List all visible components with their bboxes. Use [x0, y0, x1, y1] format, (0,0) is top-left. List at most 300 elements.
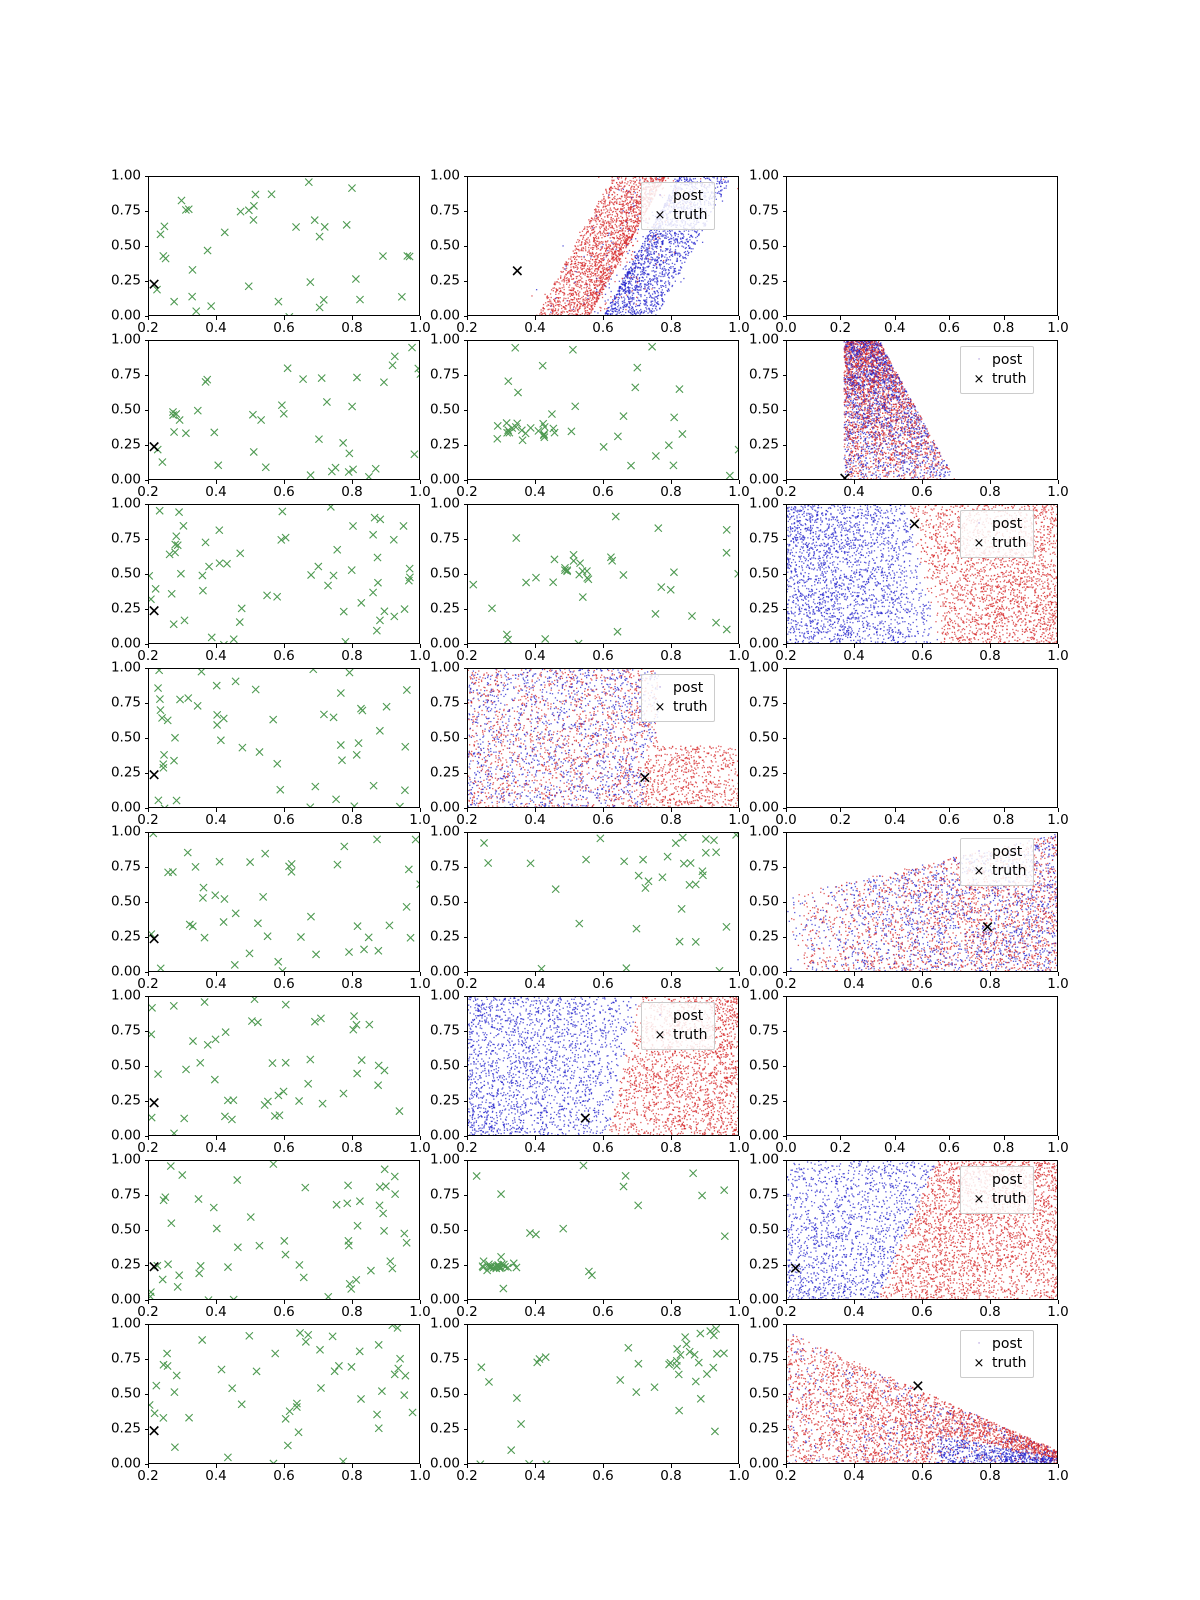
x-tick-mark [922, 972, 923, 976]
scatter-plot-area[interactable] [468, 833, 739, 972]
plot-panel-r6-c0[interactable] [148, 1160, 420, 1300]
x-tick-label: 0.6 [592, 1468, 614, 1484]
y-tick-mark [783, 1101, 787, 1102]
x-tick-mark [467, 316, 468, 320]
x-tick-mark [895, 316, 896, 320]
y-tick-mark [783, 211, 787, 212]
y-tick-label: 1.00 [110, 659, 141, 676]
y-tick-label: 0.00 [110, 635, 141, 652]
plot-panel-r0-c0[interactable] [148, 176, 420, 316]
y-tick-mark [145, 738, 149, 739]
x-tick-mark [216, 1136, 217, 1140]
x-tick-mark [352, 1464, 353, 1468]
axes-frame [467, 1324, 739, 1464]
y-tick-label: 0.50 [429, 1385, 460, 1402]
x-tick-mark [671, 644, 672, 648]
y-tick-label: 1.00 [110, 1151, 141, 1168]
y-tick-label: 0.00 [110, 471, 141, 488]
legend-entry-truth [647, 206, 707, 225]
plot-panel-r5-c0[interactable] [148, 996, 420, 1136]
x-tick-label: 0.2 [137, 320, 159, 336]
x-tick-label: 1.0 [409, 1140, 431, 1156]
scatter-plot-area[interactable] [149, 505, 420, 644]
x-tick-mark [467, 1300, 468, 1304]
x-tick-label: 1.0 [1047, 976, 1069, 992]
y-tick-label: 0.75 [110, 530, 141, 547]
plot-panel-r7-c1[interactable] [467, 1324, 739, 1464]
y-tick-label: 1.00 [429, 823, 460, 840]
x-tick-label: 1.0 [728, 812, 750, 828]
y-tick-mark [464, 703, 468, 704]
y-tick-label: 0.50 [110, 565, 141, 582]
legend [641, 674, 715, 722]
y-tick-label: 0.25 [748, 928, 779, 945]
x-tick-label: 0.0 [775, 320, 797, 336]
y-tick-mark [145, 375, 149, 376]
y-tick-mark [145, 937, 149, 938]
y-tick-mark [783, 1195, 787, 1196]
y-tick-mark [464, 504, 468, 505]
y-tick-mark [145, 668, 149, 669]
x-tick-mark [535, 972, 536, 976]
y-tick-mark [464, 211, 468, 212]
x-tick-mark [420, 972, 421, 976]
y-tick-mark [464, 867, 468, 868]
scatter-plot-area[interactable] [149, 1161, 420, 1300]
x-tick-mark [467, 1464, 468, 1468]
x-tick-mark [949, 316, 950, 320]
legend-entry-truth [966, 1354, 1026, 1373]
x-tick-label: 0.8 [660, 976, 682, 992]
y-tick-mark [783, 738, 787, 739]
y-tick-label: 0.00 [748, 1455, 779, 1472]
x-tick-label: 0.8 [341, 648, 363, 664]
y-tick-label: 0.50 [110, 1221, 141, 1238]
x-tick-label: 0.6 [592, 976, 614, 992]
x-tick-mark [1058, 1300, 1059, 1304]
plot-panel-r4-c1[interactable] [467, 832, 739, 972]
y-tick-mark [464, 246, 468, 247]
x-tick-mark [739, 808, 740, 812]
x-tick-label: 0.2 [137, 1140, 159, 1156]
x-tick-mark [840, 808, 841, 812]
x-tick-mark [603, 808, 604, 812]
x-tick-mark [216, 1300, 217, 1304]
x-tick-mark [148, 644, 149, 648]
x-tick-mark [535, 316, 536, 320]
y-tick-label: 0.75 [110, 1186, 141, 1203]
x-tick-label: 0.8 [341, 320, 363, 336]
y-tick-label: 0.75 [429, 694, 460, 711]
y-tick-mark [464, 1429, 468, 1430]
y-tick-label: 1.00 [429, 1315, 460, 1332]
x-tick-mark [739, 1300, 740, 1304]
x-tick-label: 0.4 [524, 484, 546, 500]
y-tick-mark [783, 1160, 787, 1161]
scatter-plot-area[interactable] [149, 341, 420, 480]
y-tick-label: 0.50 [429, 729, 460, 746]
x-tick-label: 0.6 [592, 484, 614, 500]
x-tick-label: 0.6 [911, 976, 933, 992]
axes-frame [467, 504, 739, 644]
x-tick-label: 0.6 [273, 320, 295, 336]
y-tick-label: 0.25 [429, 436, 460, 453]
scatter-plot-area[interactable] [787, 177, 1058, 316]
y-tick-label: 0.75 [748, 1022, 779, 1039]
x-tick-mark [284, 972, 285, 976]
x-tick-label: 0.4 [524, 1304, 546, 1320]
x-tick-mark [352, 316, 353, 320]
y-tick-mark [783, 539, 787, 540]
x-tick-mark [284, 644, 285, 648]
x-tick-label: 0.6 [592, 320, 614, 336]
x-tick-mark [786, 316, 787, 320]
x-tick-label: 0.4 [884, 1140, 906, 1156]
x-tick-label: 0.2 [456, 1468, 478, 1484]
y-tick-mark [464, 738, 468, 739]
y-tick-label: 0.75 [429, 858, 460, 875]
x-tick-mark [854, 1300, 855, 1304]
x-tick-mark [148, 808, 149, 812]
axes-frame [148, 504, 420, 644]
legend-entry-post [647, 679, 707, 698]
x-tick-label: 0.8 [341, 484, 363, 500]
y-tick-mark [464, 773, 468, 774]
y-tick-label: 1.00 [748, 987, 779, 1004]
x-tick-label: 0.6 [592, 648, 614, 664]
post-marker-icon: · [977, 1339, 981, 1350]
x-tick-mark [216, 316, 217, 320]
x-tick-mark [603, 480, 604, 484]
legend-label-truth: truth [992, 863, 1027, 880]
x-tick-label: 1.0 [1047, 812, 1069, 828]
x-tick-mark [922, 644, 923, 648]
x-tick-mark [739, 972, 740, 976]
y-tick-mark [145, 1324, 149, 1325]
y-tick-label: 1.00 [429, 987, 460, 1004]
y-tick-mark [783, 902, 787, 903]
y-tick-label: 1.00 [748, 823, 779, 840]
scatter-plot-area[interactable] [149, 177, 420, 316]
legend-entry-post [966, 515, 1026, 534]
scatter-plot-area[interactable] [149, 997, 420, 1136]
y-tick-label: 0.25 [110, 436, 141, 453]
x-tick-label: 0.4 [843, 1304, 865, 1320]
x-tick-label: 0.8 [979, 648, 1001, 664]
x-tick-label: 0.2 [137, 1468, 159, 1484]
y-tick-mark [464, 445, 468, 446]
x-tick-label: 0.4 [524, 976, 546, 992]
y-tick-mark [783, 574, 787, 575]
scatter-plot-area[interactable] [149, 833, 420, 972]
x-tick-label: 0.8 [341, 1140, 363, 1156]
scatter-plot-area[interactable] [787, 669, 1058, 808]
y-tick-label: 1.00 [748, 167, 779, 184]
x-tick-label: 0.8 [992, 320, 1015, 336]
x-tick-label: 0.2 [456, 976, 478, 992]
y-tick-label: 0.00 [748, 1291, 779, 1308]
x-tick-label: 0.6 [911, 648, 933, 664]
x-tick-label: 0.6 [273, 1140, 295, 1156]
y-tick-label: 0.00 [110, 1127, 141, 1144]
x-tick-label: 1.0 [728, 976, 750, 992]
y-tick-label: 0.75 [429, 1350, 460, 1367]
x-tick-label: 1.0 [728, 648, 750, 664]
y-tick-label: 0.00 [110, 1291, 141, 1308]
y-tick-label: 0.75 [110, 1350, 141, 1367]
y-tick-label: 1.00 [748, 331, 779, 348]
legend-label-post: post [992, 844, 1023, 861]
x-tick-mark [603, 1464, 604, 1468]
x-tick-label: 1.0 [1047, 1304, 1069, 1320]
x-tick-mark [535, 1136, 536, 1140]
plot-panel-r0-c2[interactable] [786, 176, 1058, 316]
x-tick-label: 0.2 [829, 1140, 852, 1156]
x-tick-mark [216, 808, 217, 812]
x-tick-mark [216, 972, 217, 976]
x-tick-mark [786, 480, 787, 484]
x-tick-label: 0.6 [273, 976, 295, 992]
y-tick-label: 0.00 [110, 799, 141, 816]
x-tick-label: 0.2 [137, 648, 159, 664]
x-tick-label: 0.4 [843, 1468, 865, 1484]
x-tick-label: 0.2 [775, 1304, 797, 1320]
scatter-plot-area[interactable] [468, 505, 739, 644]
y-tick-mark [464, 902, 468, 903]
y-tick-label: 0.25 [748, 1420, 779, 1437]
legend-entry-post [966, 843, 1026, 862]
plot-panel-r2-c1[interactable] [467, 504, 739, 644]
x-tick-label: 1.0 [728, 1468, 750, 1484]
scatter-plot-area[interactable] [787, 997, 1058, 1136]
axes-frame [467, 340, 739, 480]
x-tick-label: 0.6 [592, 1140, 614, 1156]
y-tick-mark [145, 574, 149, 575]
axes-frame [148, 1324, 420, 1464]
x-tick-mark [284, 316, 285, 320]
y-tick-mark [464, 996, 468, 997]
y-tick-label: 0.00 [429, 307, 460, 324]
x-tick-mark [854, 644, 855, 648]
scatter-plot-area[interactable] [468, 341, 739, 480]
x-tick-label: 0.2 [775, 976, 797, 992]
y-tick-mark [145, 1066, 149, 1067]
x-tick-mark [603, 644, 604, 648]
plot-panel-r5-c2[interactable] [786, 996, 1058, 1136]
x-tick-mark [420, 1136, 421, 1140]
y-tick-label: 0.50 [110, 729, 141, 746]
y-tick-mark [464, 1394, 468, 1395]
x-tick-mark [352, 808, 353, 812]
legend-label-truth: truth [992, 535, 1027, 552]
y-tick-label: 0.50 [110, 1057, 141, 1074]
x-tick-label: 0.4 [205, 1140, 227, 1156]
y-tick-label: 0.00 [748, 635, 779, 652]
y-tick-mark [464, 375, 468, 376]
x-tick-mark [840, 316, 841, 320]
y-tick-label: 0.75 [748, 858, 779, 875]
y-tick-label: 0.25 [110, 1092, 141, 1109]
legend [641, 1002, 715, 1050]
x-tick-mark [148, 1464, 149, 1468]
y-tick-label: 0.25 [110, 600, 141, 617]
y-tick-label: 0.75 [429, 202, 460, 219]
y-tick-label: 0.75 [429, 530, 460, 547]
plot-panel-r6-c1[interactable] [467, 1160, 739, 1300]
x-tick-label: 0.8 [341, 812, 363, 828]
legend-entry-post [647, 187, 707, 206]
axes-frame [148, 832, 420, 972]
x-tick-mark [1058, 808, 1059, 812]
plot-panel-r1-c1[interactable] [467, 340, 739, 480]
x-tick-label: 1.0 [1047, 320, 1069, 336]
x-tick-mark [352, 1300, 353, 1304]
x-tick-label: 0.4 [205, 320, 227, 336]
x-tick-label: 0.8 [992, 812, 1015, 828]
x-tick-mark [148, 480, 149, 484]
y-tick-mark [145, 539, 149, 540]
y-tick-mark [783, 1429, 787, 1430]
axes-frame [148, 996, 420, 1136]
y-tick-mark [464, 1031, 468, 1032]
scatter-plot-area[interactable] [468, 1325, 739, 1464]
y-tick-mark [145, 504, 149, 505]
x-tick-mark [949, 808, 950, 812]
x-tick-mark [467, 644, 468, 648]
y-tick-mark [783, 246, 787, 247]
x-tick-label: 1.0 [409, 648, 431, 664]
scatter-plot-area[interactable] [149, 669, 420, 808]
truth-marker-icon: × [973, 535, 985, 551]
x-tick-mark [216, 480, 217, 484]
x-tick-label: 1.0 [409, 1468, 431, 1484]
x-tick-mark [352, 1136, 353, 1140]
y-tick-mark [464, 609, 468, 610]
y-tick-mark [145, 773, 149, 774]
x-tick-label: 1.0 [1047, 648, 1069, 664]
y-tick-mark [464, 937, 468, 938]
y-tick-label: 0.75 [748, 694, 779, 711]
plot-panel-r7-c0[interactable] [148, 1324, 420, 1464]
y-tick-label: 1.00 [429, 1151, 460, 1168]
axes-frame [148, 668, 420, 808]
legend-entry-post [966, 351, 1026, 370]
legend-label-truth: truth [992, 1191, 1027, 1208]
x-tick-label: 0.6 [592, 812, 614, 828]
x-tick-mark [671, 808, 672, 812]
x-tick-label: 0.2 [775, 1468, 797, 1484]
plot-panel-r3-c0[interactable] [148, 668, 420, 808]
x-tick-label: 0.2 [456, 648, 478, 664]
x-tick-label: 1.0 [728, 484, 750, 500]
y-tick-mark [145, 410, 149, 411]
plot-panel-r3-c2[interactable] [786, 668, 1058, 808]
legend [641, 182, 715, 230]
y-tick-mark [145, 902, 149, 903]
x-tick-mark [216, 1464, 217, 1468]
y-tick-label: 0.75 [429, 1186, 460, 1203]
plot-panel-r1-c0[interactable] [148, 340, 420, 480]
y-tick-mark [783, 504, 787, 505]
legend-entry-post [966, 1335, 1026, 1354]
y-tick-label: 0.25 [748, 600, 779, 617]
legend-entry-truth [647, 698, 707, 717]
y-tick-mark [145, 1265, 149, 1266]
y-tick-label: 0.25 [748, 1092, 779, 1109]
y-tick-mark [783, 1031, 787, 1032]
x-tick-mark [284, 480, 285, 484]
y-tick-label: 0.00 [748, 799, 779, 816]
y-tick-mark [145, 281, 149, 282]
legend-entry-truth [966, 1190, 1026, 1209]
scatter-plot-area[interactable] [468, 1161, 739, 1300]
x-tick-label: 0.0 [775, 812, 797, 828]
y-tick-mark [783, 176, 787, 177]
x-tick-mark [1058, 644, 1059, 648]
y-tick-label: 0.25 [110, 1256, 141, 1273]
scatter-plot-area[interactable] [149, 1325, 420, 1464]
y-tick-label: 0.25 [429, 600, 460, 617]
axes-frame [467, 832, 739, 972]
x-tick-label: 1.0 [409, 1304, 431, 1320]
y-tick-label: 0.50 [429, 401, 460, 418]
y-tick-mark [783, 773, 787, 774]
x-tick-mark [603, 1300, 604, 1304]
x-tick-mark [284, 1136, 285, 1140]
y-tick-label: 0.50 [110, 1385, 141, 1402]
x-tick-label: 0.4 [524, 648, 546, 664]
y-tick-mark [145, 1031, 149, 1032]
y-tick-mark [783, 1066, 787, 1067]
x-tick-mark [1058, 316, 1059, 320]
y-tick-label: 0.75 [748, 1350, 779, 1367]
y-tick-label: 1.00 [748, 1315, 779, 1332]
plot-panel-r4-c0[interactable] [148, 832, 420, 972]
y-tick-mark [145, 246, 149, 247]
y-tick-label: 0.50 [110, 237, 141, 254]
x-tick-mark [284, 1300, 285, 1304]
axes-frame [148, 340, 420, 480]
legend-entry-truth [647, 1026, 707, 1045]
x-tick-mark [739, 316, 740, 320]
x-tick-mark [148, 1136, 149, 1140]
x-tick-label: 0.4 [524, 1140, 546, 1156]
plot-panel-r2-c0[interactable] [148, 504, 420, 644]
y-tick-label: 0.50 [748, 893, 779, 910]
x-tick-label: 1.0 [728, 320, 750, 336]
x-tick-mark [671, 480, 672, 484]
x-tick-mark [148, 316, 149, 320]
y-tick-mark [145, 1101, 149, 1102]
x-tick-label: 0.2 [137, 484, 159, 500]
x-tick-mark [603, 972, 604, 976]
post-marker-icon: · [977, 519, 981, 530]
x-tick-mark [352, 480, 353, 484]
x-tick-mark [148, 1300, 149, 1304]
x-tick-label: 0.8 [660, 1140, 682, 1156]
x-tick-label: 0.4 [843, 484, 865, 500]
y-tick-mark [145, 867, 149, 868]
y-tick-label: 1.00 [110, 987, 141, 1004]
y-tick-label: 0.75 [429, 366, 460, 383]
legend-label-truth: truth [673, 207, 708, 224]
y-tick-label: 0.00 [748, 307, 779, 324]
truth-marker-icon: × [973, 371, 985, 387]
y-tick-label: 0.50 [748, 1221, 779, 1238]
x-tick-mark [1058, 1136, 1059, 1140]
y-tick-mark [783, 375, 787, 376]
y-tick-mark [783, 668, 787, 669]
